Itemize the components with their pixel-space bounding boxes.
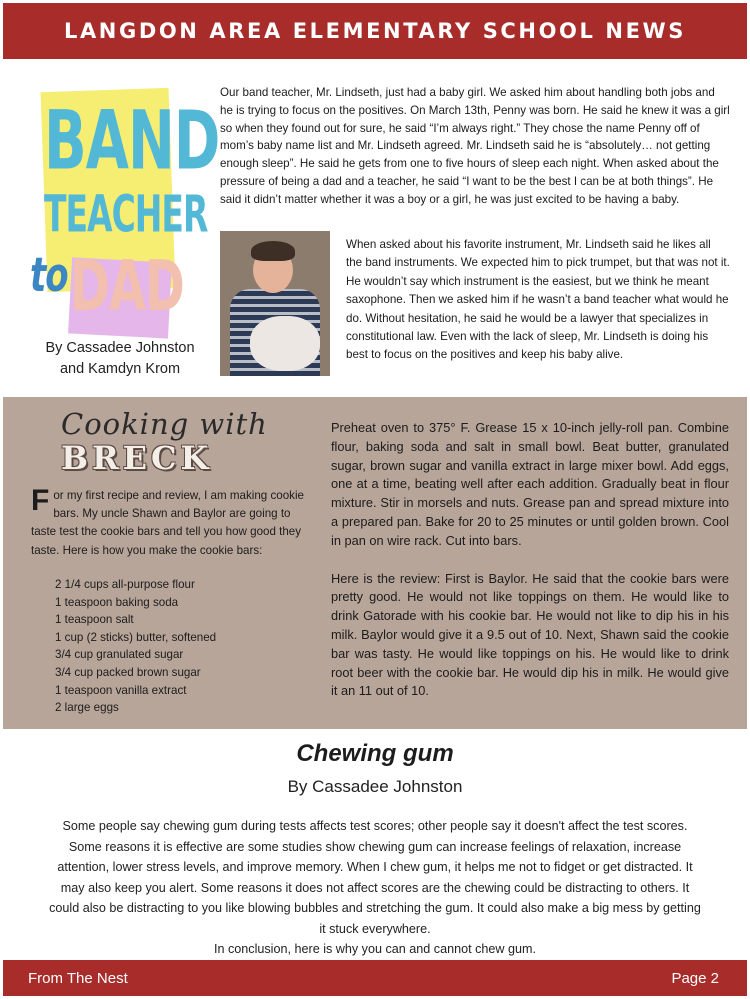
ingredient-item: 1 teaspoon salt [55,613,134,627]
byline-line-1: By Cassadee Johnston [45,340,195,356]
ingredient-item: 1 teaspoon vanilla extract [55,683,187,697]
ingredient-list [55,576,216,717]
logo-word-teacher: TEACHER [44,183,208,244]
logo-word-to: to [30,247,68,304]
cooking-title-script: Cooking with [61,407,268,441]
gum-article-byline: By Cassadee Johnston [287,777,463,796]
byline-line-2: and Kamdyn Krom [59,361,181,377]
gum-article-title: Chewing gum [296,740,454,767]
newsletter-footer [3,960,747,996]
cooking-title-name: BRECK [61,439,213,477]
intro-drop-cap: F [31,484,50,517]
cooking-with-breck-article [3,397,747,729]
footer-page-number: Page 2 [671,969,719,987]
logo-word-dad: DAD [70,246,184,328]
ingredient-item: 1 teaspoon baking soda [55,595,179,609]
band-article-byline [20,338,220,380]
band-article-paragraph-2: When asked about his favorite instrument, Mr. Lindseth said he likes all the band instruments. We expected him to pick trumpet, but that was not it. He wouldn’t say which instrument is the easiest, but we think he meant saxophone. Then we asked him if he wasn’t a band teacher what would he do. Without hesitation, he said he would be a lawyer that specializes in constitutional law. Even with the lack of sleep, Mr. Lindseth is doing his best to focus on the positives and keep his baby alive. [346,238,730,362]
ingredient-item: 2 large eggs [55,701,119,715]
gum-article-body [48,816,702,960]
cooking-title [61,407,281,477]
photo-baby-blanket [250,316,320,371]
ingredient-item: 3/4 cup granulated sugar [55,648,184,662]
teacher-with-baby-photo [220,231,330,376]
cooking-instructions-and-review [331,419,729,701]
intro-text: or my first recipe and review, I am making cookie bars. My uncle Shawn and Baylor are going to taste test the cookie bars and tell you how good they taste. Here is how you make the cookie bars: [31,489,304,557]
ingredient-item: 2 1/4 cups all-purpose flour [55,578,195,591]
band-teacher-to-dad-logo [30,90,220,340]
logo-word-band: BAND [44,94,220,189]
newsletter-header [3,3,747,59]
gum-article-paragraph: Some people say chewing gum during tests affects test scores; other people say it doesn't affect the test scores. Some reasons it is effective are some studies show chewing gum can increase feelings of relaxation, increase attention, lower stress levels, and improve memory. When I chew gum, it helps me not to fidget or get distracted. It may also keep you alert. Some reasons it does not affect scores are the chewing could be distracting to others. It could also be distracting to you like blowing bubbles and stretching the gum. It could also make a big mess by getting it stuck everywhere. [49,819,701,936]
ingredient-item: 1 cup (2 sticks) butter, softened [55,630,217,644]
newsletter-title: LANGDON AREA ELEMENTARY SCHOOL NEWS [63,19,687,43]
taste-test-review: Here is the review: First is Baylor. He said that the cookie bars were pretty good. He would not like toppings on them. He would like to drink Gatorade with his cookie bar. He would not like to dip his in his milk. Baylor would give it a 9.5 out of 10. Next, Shawn said the cookie bar was tasty. He would like toppings on his. He would like to drink root beer with the cookie bar. He would dip his in milk. He would give it an 11 out of 10. [331,570,729,699]
footer-publication-name: From The Nest [28,969,128,987]
cooking-intro [31,484,313,560]
band-article-paragraph-1: Our band teacher, Mr. Lindseth, just had a baby girl. We asked him about handling both jobs and he is trying to focus on the positives. On March 13th, Penny was born. He said he knew it was a girl so when they found out for sure, he said “I’m always right.” They chose the name Penny off of mom’s baby name list and Mr. Lindseth agreed. Mr. Lindseth said he is “absolutely… not getting enough sleep”. He said he gets from one to five hours of sleep each night. When asked about the pressure of being a dad and a teacher, he said “I want to be the best I can be at both things”. He said it didn’t matter whether it was a boy or a girl, he was just excited to be having a baby. [220,86,730,206]
band-teacher-article [0,60,750,397]
gum-article-conclusion: In conclusion, here is why you can and cannot chew gum. [213,942,537,956]
ingredient-item: 3/4 cup packed brown sugar [55,665,201,679]
recipe-directions: Preheat oven to 375° F. Grease 15 x 10-inch jelly-roll pan. Combine flour, baking soda and salt in small bowl. Beat butter, granulated sugar, brown sugar and vanilla extract in large mixer bowl. Add eggs, one at a time, beating well after each addition. Gradually beat in flour mixture. Stir in morsels and nuts. Grease pan and spread mixture into a prepared pan. Bake for 20 to 25 minutes or until golden brown. Cool in pan on wire rack. Cut into bars. [331,420,729,548]
photo-hair [251,241,295,261]
